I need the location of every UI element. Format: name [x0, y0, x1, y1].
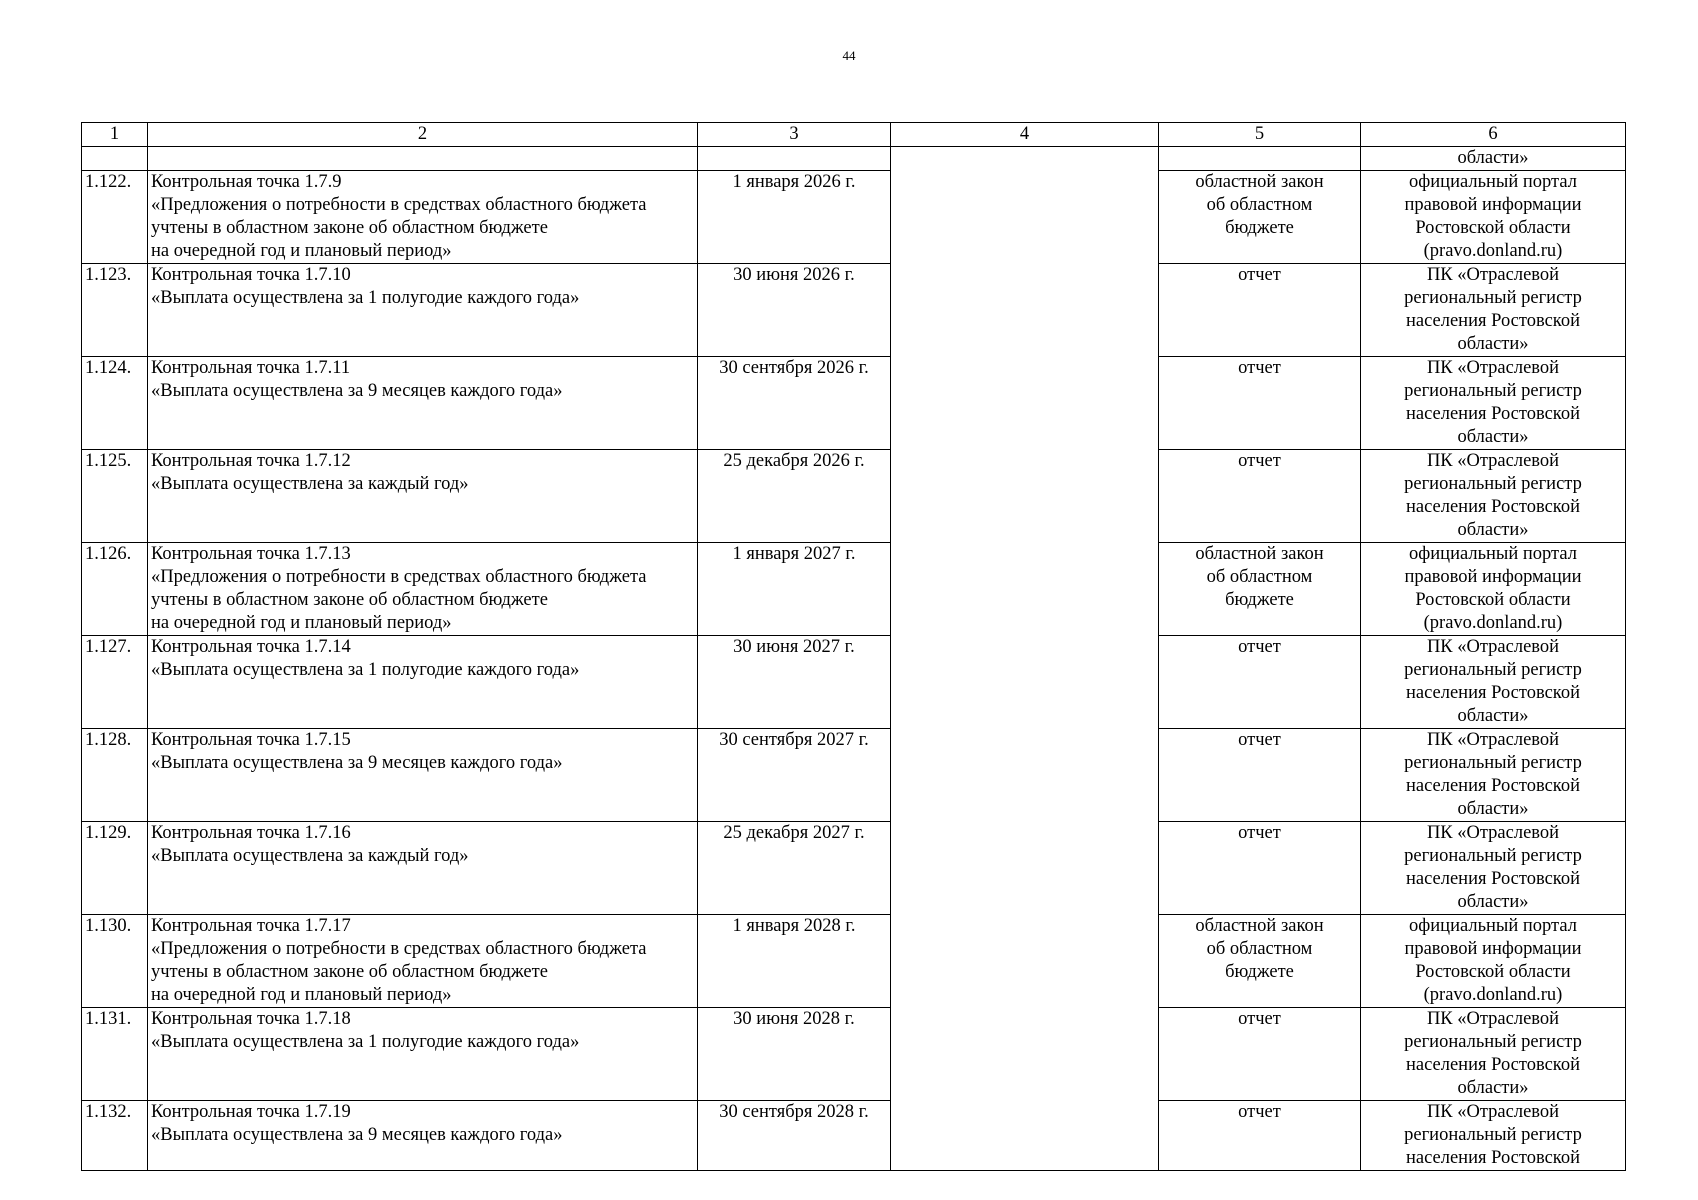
cell-date: 1 января 2027 г.	[698, 543, 891, 636]
table-body	[82, 147, 1626, 1171]
cell-document: отчет	[1159, 1101, 1361, 1171]
cell-description: Контрольная точка 1.7.19 «Выплата осуществлена за 9 месяцев каждого года»	[148, 1101, 698, 1171]
cell-number: 1.127.	[82, 636, 148, 729]
cell-description: Контрольная точка 1.7.10 «Выплата осуществлена за 1 полугодие каждого года»	[148, 264, 698, 357]
cell-number: 1.123.	[82, 264, 148, 357]
header-col-6: 6	[1361, 123, 1626, 147]
cell-document	[1159, 147, 1361, 171]
header-col-2: 2	[148, 123, 698, 147]
cell-source: ПК «Отраслевой региональный регистр населения Ростовской области»	[1361, 636, 1626, 729]
cell-date: 30 сентября 2028 г.	[698, 1101, 891, 1171]
cell-source: ПК «Отраслевой региональный регистр населения Ростовской области»	[1361, 450, 1626, 543]
header-col-1: 1	[82, 123, 148, 147]
table-row	[82, 1101, 1626, 1171]
cell-date	[698, 147, 891, 171]
cell-number	[82, 147, 148, 171]
cell-date: 30 июня 2028 г.	[698, 1008, 891, 1101]
cell-number: 1.129.	[82, 822, 148, 915]
cell-document: отчет	[1159, 729, 1361, 822]
cell-source: ПК «Отраслевой региональный регистр населения Ростовской	[1361, 1101, 1626, 1171]
cell-description: Контрольная точка 1.7.12 «Выплата осуществлена за каждый год»	[148, 450, 698, 543]
cell-number: 1.130.	[82, 915, 148, 1008]
control-points-table	[81, 122, 1626, 1171]
cell-description: Контрольная точка 1.7.15 «Выплата осуществлена за 9 месяцев каждого года»	[148, 729, 698, 822]
table-header	[82, 123, 1626, 147]
cell-description: Контрольная точка 1.7.16 «Выплата осуществлена за каждый год»	[148, 822, 698, 915]
table-row	[82, 915, 1626, 1008]
table-row	[82, 264, 1626, 357]
table-row	[82, 729, 1626, 822]
cell-description: Контрольная точка 1.7.13 «Предложения о потребности в средствах областного бюджета учтены в областном законе об областном бюджете на очередной год и плановый период»	[148, 543, 698, 636]
cell-number: 1.131.	[82, 1008, 148, 1101]
cell-date: 25 декабря 2027 г.	[698, 822, 891, 915]
cell-description: Контрольная точка 1.7.11 «Выплата осуществлена за 9 месяцев каждого года»	[148, 357, 698, 450]
cell-source: ПК «Отраслевой региональный регистр населения Ростовской области»	[1361, 357, 1626, 450]
cell-source: официальный портал правовой информации Ростовской области (pravo.donland.ru)	[1361, 915, 1626, 1008]
cell-source: ПК «Отраслевой региональный регистр населения Ростовской области»	[1361, 264, 1626, 357]
cell-source: ПК «Отраслевой региональный регистр населения Ростовской области»	[1361, 729, 1626, 822]
cell-date: 30 июня 2027 г.	[698, 636, 891, 729]
header-col-4: 4	[891, 123, 1159, 147]
table-row	[82, 357, 1626, 450]
cell-number: 1.128.	[82, 729, 148, 822]
cell-number: 1.126.	[82, 543, 148, 636]
cell-source: официальный портал правовой информации Ростовской области (pravo.donland.ru)	[1361, 543, 1626, 636]
cell-date: 1 января 2028 г.	[698, 915, 891, 1008]
cell-source: области»	[1361, 147, 1626, 171]
cell-document: отчет	[1159, 264, 1361, 357]
cell-number: 1.122.	[82, 171, 148, 264]
header-row	[82, 123, 1626, 147]
cell-description	[148, 147, 698, 171]
cell-description: Контрольная точка 1.7.14 «Выплата осуществлена за 1 полугодие каждого года»	[148, 636, 698, 729]
cell-source: официальный портал правовой информации Ростовской области (pravo.donland.ru)	[1361, 171, 1626, 264]
cell-document: областной закон об областном бюджете	[1159, 915, 1361, 1008]
cell-document: областной закон об областном бюджете	[1159, 543, 1361, 636]
cell-description: Контрольная точка 1.7.18 «Выплата осуществлена за 1 полугодие каждого года»	[148, 1008, 698, 1101]
table-row	[82, 822, 1626, 915]
header-col-5: 5	[1159, 123, 1361, 147]
cell-date: 30 июня 2026 г.	[698, 264, 891, 357]
table-row	[82, 636, 1626, 729]
cell-number: 1.124.	[82, 357, 148, 450]
cell-document: отчет	[1159, 636, 1361, 729]
header-col-3: 3	[698, 123, 891, 147]
cell-description: Контрольная точка 1.7.17 «Предложения о потребности в средствах областного бюджета учтены в областном законе об областном бюджете на очередной год и плановый период»	[148, 915, 698, 1008]
cell-responsible-merged	[891, 147, 1159, 1171]
table-row	[82, 450, 1626, 543]
cell-date: 25 декабря 2026 г.	[698, 450, 891, 543]
cell-date: 30 сентября 2026 г.	[698, 357, 891, 450]
page-number: 44	[842, 48, 856, 63]
table-row	[82, 171, 1626, 264]
table-row	[82, 543, 1626, 636]
continuation-row	[82, 147, 1626, 171]
cell-document: отчет	[1159, 822, 1361, 915]
cell-document: отчет	[1159, 357, 1361, 450]
cell-number: 1.125.	[82, 450, 148, 543]
cell-date: 30 сентября 2027 г.	[698, 729, 891, 822]
table-row	[82, 1008, 1626, 1101]
cell-document: отчет	[1159, 450, 1361, 543]
cell-source: ПК «Отраслевой региональный регистр населения Ростовской области»	[1361, 822, 1626, 915]
cell-date: 1 января 2026 г.	[698, 171, 891, 264]
cell-source: ПК «Отраслевой региональный регистр населения Ростовской области»	[1361, 1008, 1626, 1101]
cell-document: областной закон об областном бюджете	[1159, 171, 1361, 264]
cell-document: отчет	[1159, 1008, 1361, 1101]
cell-description: Контрольная точка 1.7.9 «Предложения о потребности в средствах областного бюджета учтены в областном законе об областном бюджете на очередной год и плановый период»	[148, 171, 698, 264]
cell-number: 1.132.	[82, 1101, 148, 1171]
